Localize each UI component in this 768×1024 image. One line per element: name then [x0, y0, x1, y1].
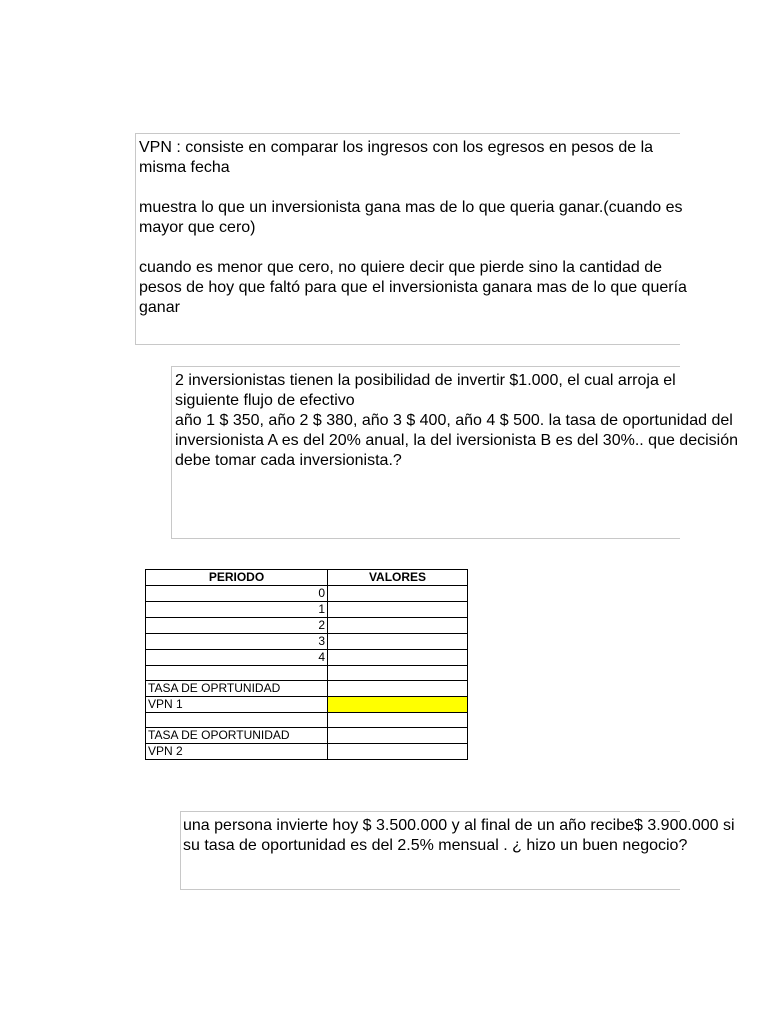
- tasa1-label-cell[interactable]: TASA DE OPRTUNIDAD: [146, 681, 328, 697]
- value-cell[interactable]: [328, 602, 468, 618]
- table-row: [146, 697, 468, 713]
- investment-question-box: [180, 811, 735, 890]
- value-cell[interactable]: [328, 650, 468, 666]
- vpn-definition-box: [135, 133, 687, 345]
- vpn2-value-cell[interactable]: [328, 744, 468, 760]
- text-line: muestra lo que un inversionista gana mas de lo que queria ganar.(cuando es: [139, 199, 683, 216]
- period-cell[interactable]: 0: [146, 586, 328, 602]
- text-line: año 1 $ 350, año 2 $ 380, año 3 $ 400, año 4 $ 500. la tasa de oportunidad del: [175, 412, 733, 429]
- value-cell[interactable]: [328, 586, 468, 602]
- blank-line: [139, 178, 680, 198]
- table-row: [146, 728, 468, 744]
- table-row: [146, 634, 468, 650]
- empty-cell[interactable]: [146, 713, 328, 728]
- table-row: [146, 744, 468, 760]
- text-line: su tasa de oportunidad es del 2.5% mensual . ¿ hizo un buen negocio?: [183, 837, 688, 854]
- empty-cell[interactable]: [328, 713, 468, 728]
- vpn-table: [145, 569, 468, 760]
- header-periodo: PERIODO: [146, 570, 328, 586]
- text-line: inversionista A es del 20% anual, la del iversionista B es del 30%.. que decisión: [175, 432, 739, 449]
- value-cell[interactable]: [328, 618, 468, 634]
- table-row: [146, 586, 468, 602]
- text-line: siguiente flujo de efectivo: [175, 392, 355, 409]
- period-cell[interactable]: 3: [146, 634, 328, 650]
- table-row: [146, 602, 468, 618]
- header-valores: VALORES: [328, 570, 468, 586]
- empty-cell[interactable]: [146, 666, 328, 681]
- table-row: [146, 618, 468, 634]
- vpn1-value-cell[interactable]: [328, 697, 468, 713]
- investors-problem-box: [171, 366, 739, 539]
- table-row: [146, 713, 468, 728]
- text-line: 2 inversionistas tienen la posibilidad de invertir $1.000, el cual arroja el: [175, 372, 676, 389]
- text-line: misma fecha: [139, 159, 230, 176]
- text-line: una persona invierte hoy $ 3.500.000 y al final de un año recibe$ 3.900.000 si: [183, 817, 735, 834]
- table-row: [146, 666, 468, 681]
- empty-cell[interactable]: [328, 666, 468, 681]
- text-line: ganar: [139, 299, 180, 316]
- period-cell[interactable]: 4: [146, 650, 328, 666]
- vpn2-label-cell[interactable]: VPN 2: [146, 744, 328, 760]
- period-cell[interactable]: 1: [146, 602, 328, 618]
- table-row: [146, 650, 468, 666]
- blank-line: [139, 238, 680, 258]
- tasa2-value-cell[interactable]: [328, 728, 468, 744]
- tasa1-value-cell[interactable]: [328, 681, 468, 697]
- text-line: VPN : consiste en comparar los ingresos con los egresos en pesos de la: [139, 139, 654, 156]
- table-header-row: [146, 570, 468, 586]
- period-cell[interactable]: 2: [146, 618, 328, 634]
- text-line: cuando es menor que cero, no quiere decir que pierde sino la cantidad de: [139, 259, 663, 276]
- text-line: debe tomar cada inversionista.?: [175, 452, 402, 469]
- vpn1-label-cell[interactable]: VPN 1: [146, 697, 328, 713]
- text-line: pesos de hoy que faltó para que el inversionista ganara mas de lo que quería: [139, 279, 687, 296]
- text-line: mayor que cero): [139, 219, 256, 236]
- tasa2-label-cell[interactable]: TASA DE OPORTUNIDAD: [146, 728, 328, 744]
- value-cell[interactable]: [328, 634, 468, 650]
- table-row: [146, 681, 468, 697]
